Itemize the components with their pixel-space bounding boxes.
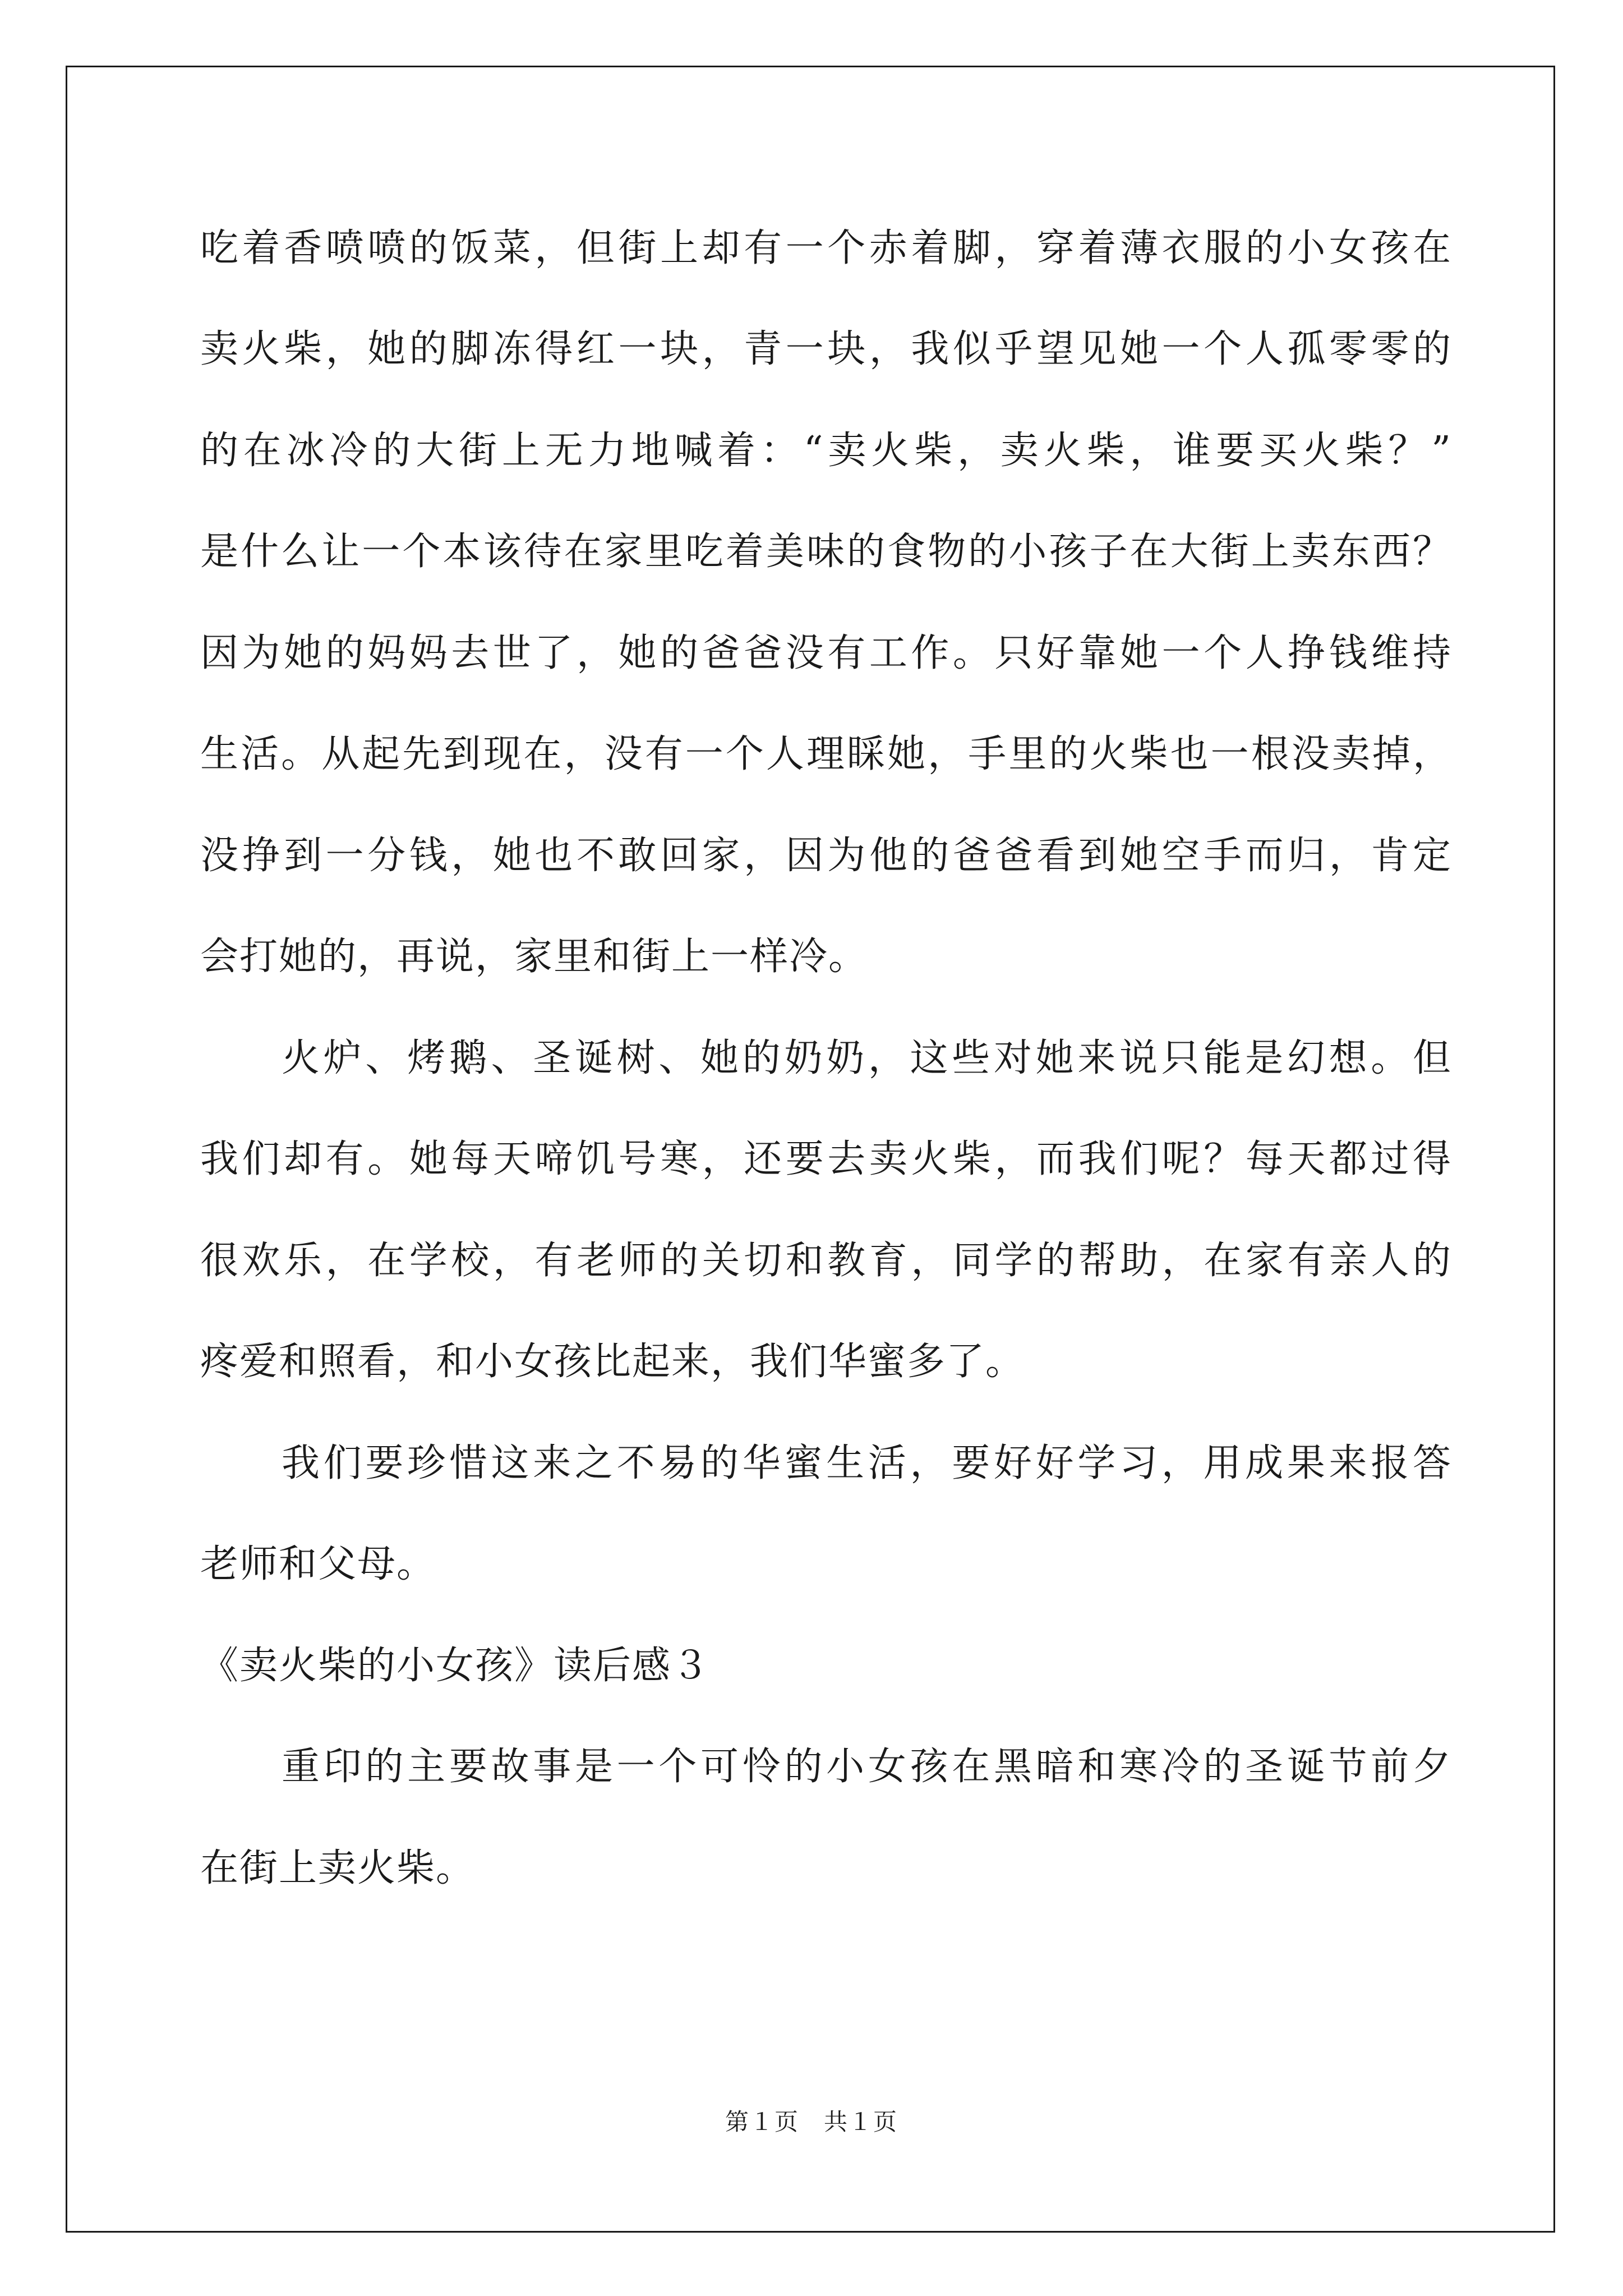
- text-line: 吃着香喷喷的饭菜，但街上却有一个赤着脚，穿着薄衣服的小女孩在: [200, 226, 1452, 270]
- text-line: 没挣到一分钱，她也不敢回家，因为他的爸爸看到她空手而归，肯定: [200, 834, 1452, 878]
- text-line: 生活。从起先到现在，没有一个人理睬她，手里的火柴也一根没卖掉，: [200, 732, 1452, 776]
- text-line: 的在冰冷的大街上无力地喊着：“卖火柴，卖火柴，谁要买火柴？”: [200, 429, 1452, 473]
- text-line: 是什么让一个本该待在家里吃着美味的食物的小孩子在大街上卖东西？: [200, 530, 1452, 574]
- page-total: 共１页: [824, 2108, 898, 2136]
- text-line: 会打她的，再说，家里和街上一样冷。: [200, 935, 868, 979]
- text-line: 疼爱和照看，和小女孩比起来，我们华蜜多了。: [200, 1340, 1025, 1384]
- text-line: 因为她的妈妈去世了，她的爸爸没有工作。只好靠她一个人挣钱维持: [200, 631, 1452, 675]
- page-number: 第１页: [725, 2108, 799, 2136]
- text-line: 我们却有。她每天啼饥号寒，还要去卖火柴，而我们呢？每天都过得: [200, 1137, 1452, 1181]
- paragraph-start-line: 火炉、烤鹅、圣诞树、她的奶奶，这些对她来说只能是幻想。但: [282, 1036, 1452, 1080]
- page-footer: [0, 2104, 1623, 2137]
- text-line: 卖火柴，她的脚冻得红一块，青一块，我似乎望见她一个人孤零零的: [200, 327, 1452, 371]
- text-line: 在街上卖火柴。: [200, 1846, 476, 1890]
- text-line: 很欢乐，在学校，有老师的关切和教育，同学的帮助，在家有亲人的: [200, 1239, 1452, 1283]
- paragraph-start-line: 我们要珍惜这来之不易的华蜜生活，要好好学习，用成果来报答: [282, 1441, 1452, 1485]
- paragraph-start-line: 重印的主要故事是一个可怜的小女孩在黑暗和寒冷的圣诞节前夕: [282, 1745, 1452, 1789]
- section-heading: 《卖火柴的小女孩》读后感３: [200, 1644, 711, 1688]
- text-line: 老师和父母。: [200, 1542, 436, 1586]
